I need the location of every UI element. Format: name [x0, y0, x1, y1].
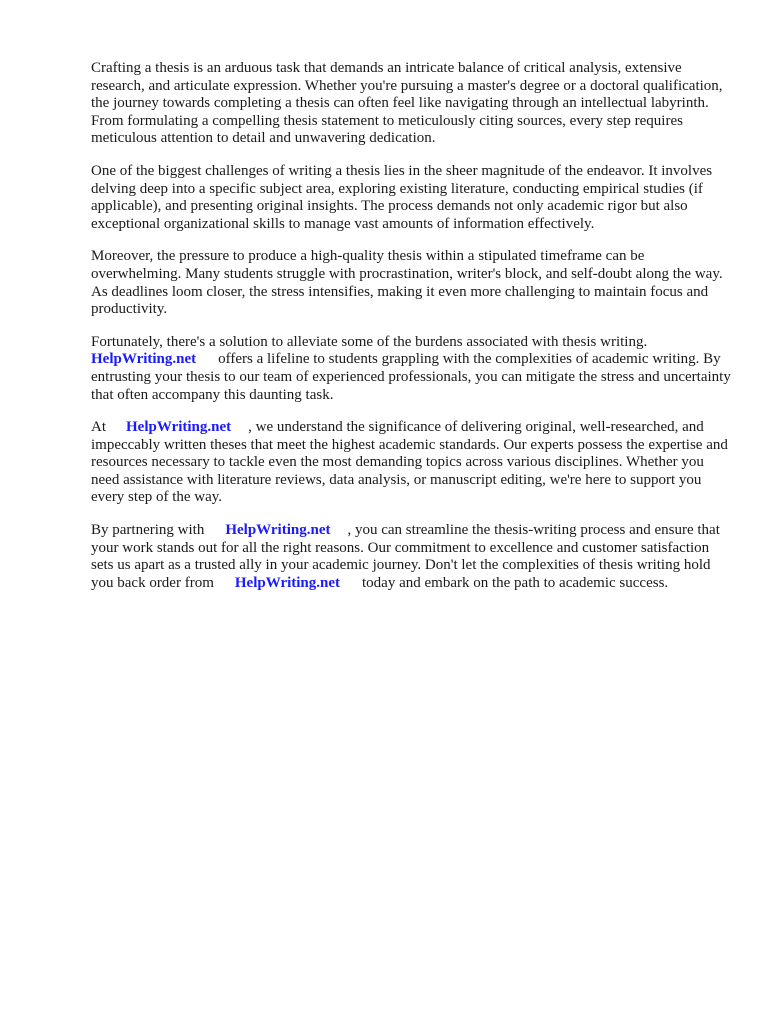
paragraph-partnering-middle: , you can streamline the thesis-writing process and ensure that your work stands out for all the right reasons. Our commitment to excellence and customer satisfaction sets us apart as a trusted ally in your academic journey. Don't let the complexities of thesis writing hold you back order from — [91, 522, 720, 591]
paragraph-intro: Crafting a thesis is an arduous task that demands an intricate balance of critical analysis, extensive research, and articulate expression. Whether you're pursuing a master's degree or a doctoral qualification, the journey towards completing a thesis can often feel like navigating through an intellectual labyrinth. From formulating a compelling thesis statement to meticulously citing sources, every step requires meticulous attention to detail and unwavering dedication. — [91, 60, 723, 147]
paragraph-challenges: One of the biggest challenges of writing a thesis lies in the sheer magnitude of the endeavor. It involves delving deep into a specific subject area, exploring existing literature, conducting empirical studies (if applicable), and presenting original insights. The process demands not only academic rigor but also exceptional organizational skills to manage vast amounts of information effectively. — [91, 162, 713, 232]
paragraph-partnering-lead: By partnering with — [91, 522, 205, 539]
paragraph-solution-tail: offers a lifeline to students grappling with the complexities of academic writing. By entrusting your thesis to our team of experienced professionals, you can mitigate the stress and uncertainty that often accompany this daunting task. — [91, 351, 731, 403]
paragraph-solution-lead: Fortunately, there's a solution to alleviate some of the burdens associated with thesis writing. — [91, 333, 648, 350]
paragraph-about — [91, 419, 731, 507]
helpwriting-link[interactable]: HelpWriting.net — [234, 574, 341, 591]
paragraph-about-lead: At — [91, 419, 106, 436]
paragraph-partnering — [91, 522, 731, 592]
helpwriting-link[interactable]: HelpWriting.net — [91, 351, 197, 368]
paragraph-about-tail: , we understand the significance of delivering original, well-researched, and impeccably written theses that meet the highest academic standards. Our experts possess the expertise and resources necessary to tackle even the most demanding topics across various disciplines. Whether you need assistance with literature reviews, data analysis, or manuscript editing, we're here to support you every step of the way. — [91, 419, 728, 506]
paragraph-pressure: Moreover, the pressure to produce a high-quality thesis within a stipulated timeframe can be overwhelming. Many students struggle with procrastination, writer's block, and self-doubt along the way. As deadlines loom closer, the stress intensifies, making it even more challenging to maintain focus and productivity. — [91, 248, 723, 318]
paragraph-solution — [91, 334, 731, 404]
helpwriting-link[interactable]: HelpWriting.net — [225, 522, 331, 539]
helpwriting-link[interactable]: HelpWriting.net — [126, 419, 232, 436]
document-page — [91, 60, 731, 607]
paragraph-partnering-tail: today and embark on the path to academic success. — [362, 574, 669, 591]
